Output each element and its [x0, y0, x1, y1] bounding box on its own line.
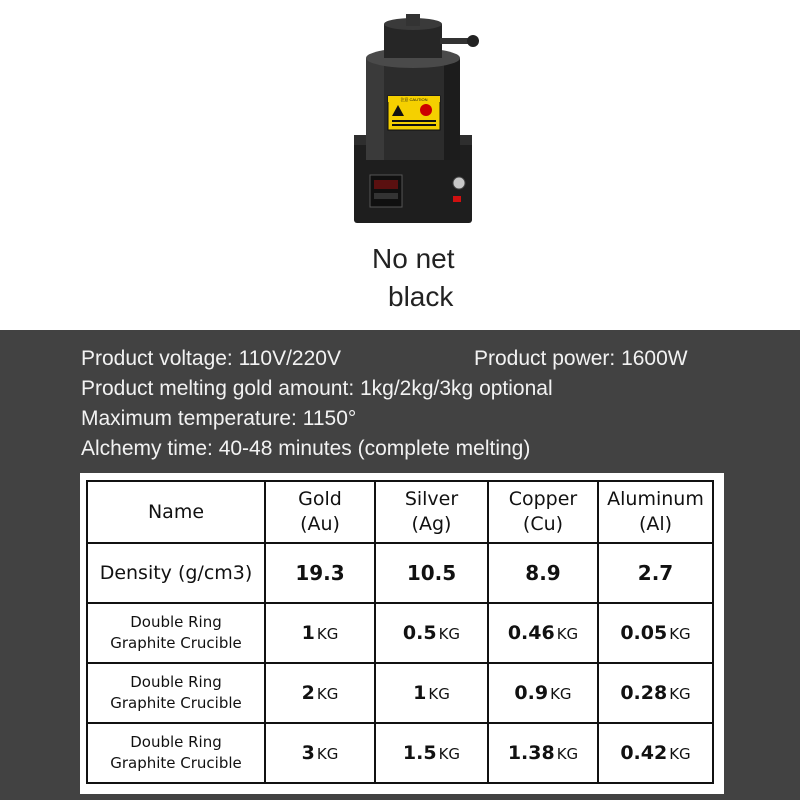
capacity-silver: 1 KG: [375, 663, 488, 723]
capacity-copper: 1.38 KG: [488, 723, 598, 783]
name-header: Name: [87, 481, 265, 543]
capacity-gold: 1 KG: [265, 603, 375, 663]
spec-max-temperature: Maximum temperature: 1150°: [81, 407, 357, 430]
column-header-copper: Copper (Cu): [488, 481, 598, 543]
density-aluminum: 2.7: [598, 543, 713, 603]
spec-power: Product power: 1600W: [474, 347, 688, 370]
spec-melting-amount: Product melting gold amount: 1kg/2kg/3kg optional: [81, 377, 553, 400]
caution-label-text: 注意 CAUTION: [400, 97, 428, 102]
column-header-gold: Gold (Au): [265, 481, 375, 543]
spec-alchemy-time: Alchemy time: 40-48 minutes (complete melting): [81, 437, 531, 460]
capacity-copper: 0.46 KG: [488, 603, 598, 663]
capacity-gold: 3 KG: [265, 723, 375, 783]
product-image-area: [0, 0, 800, 330]
spec-panel: [0, 330, 800, 800]
crucible-label: Double Ring Graphite Crucible: [87, 663, 265, 723]
capacity-aluminum: 0.28 KG: [598, 663, 713, 723]
product-caption-line2: black: [388, 281, 454, 312]
spec-voltage: Product voltage: 110V/220V: [81, 347, 341, 370]
table-row: [87, 663, 713, 723]
density-row: [87, 543, 713, 603]
capacity-silver: 1.5 KG: [375, 723, 488, 783]
column-header-silver: Silver (Ag): [375, 481, 488, 543]
product-caption-line1: No net: [372, 243, 455, 274]
capacity-aluminum: 0.05 KG: [598, 603, 713, 663]
capacity-copper: 0.9 KG: [488, 663, 598, 723]
metal-capacity-table: [86, 480, 714, 784]
metal-capacity-table-card: [80, 473, 724, 794]
density-gold: 19.3: [265, 543, 375, 603]
density-copper: 8.9: [488, 543, 598, 603]
crucible-label: Double Ring Graphite Crucible: [87, 723, 265, 783]
table-header-row: [87, 481, 713, 543]
melting-furnace-image: [340, 10, 490, 225]
capacity-silver: 0.5 KG: [375, 603, 488, 663]
crucible-label: Double Ring Graphite Crucible: [87, 603, 265, 663]
density-label: Density (g/cm3): [87, 543, 265, 603]
density-silver: 10.5: [375, 543, 488, 603]
table-row: [87, 723, 713, 783]
capacity-gold: 2 KG: [265, 663, 375, 723]
capacity-aluminum: 0.42 KG: [598, 723, 713, 783]
table-row: [87, 603, 713, 663]
column-header-aluminum: Aluminum (Al): [598, 481, 713, 543]
